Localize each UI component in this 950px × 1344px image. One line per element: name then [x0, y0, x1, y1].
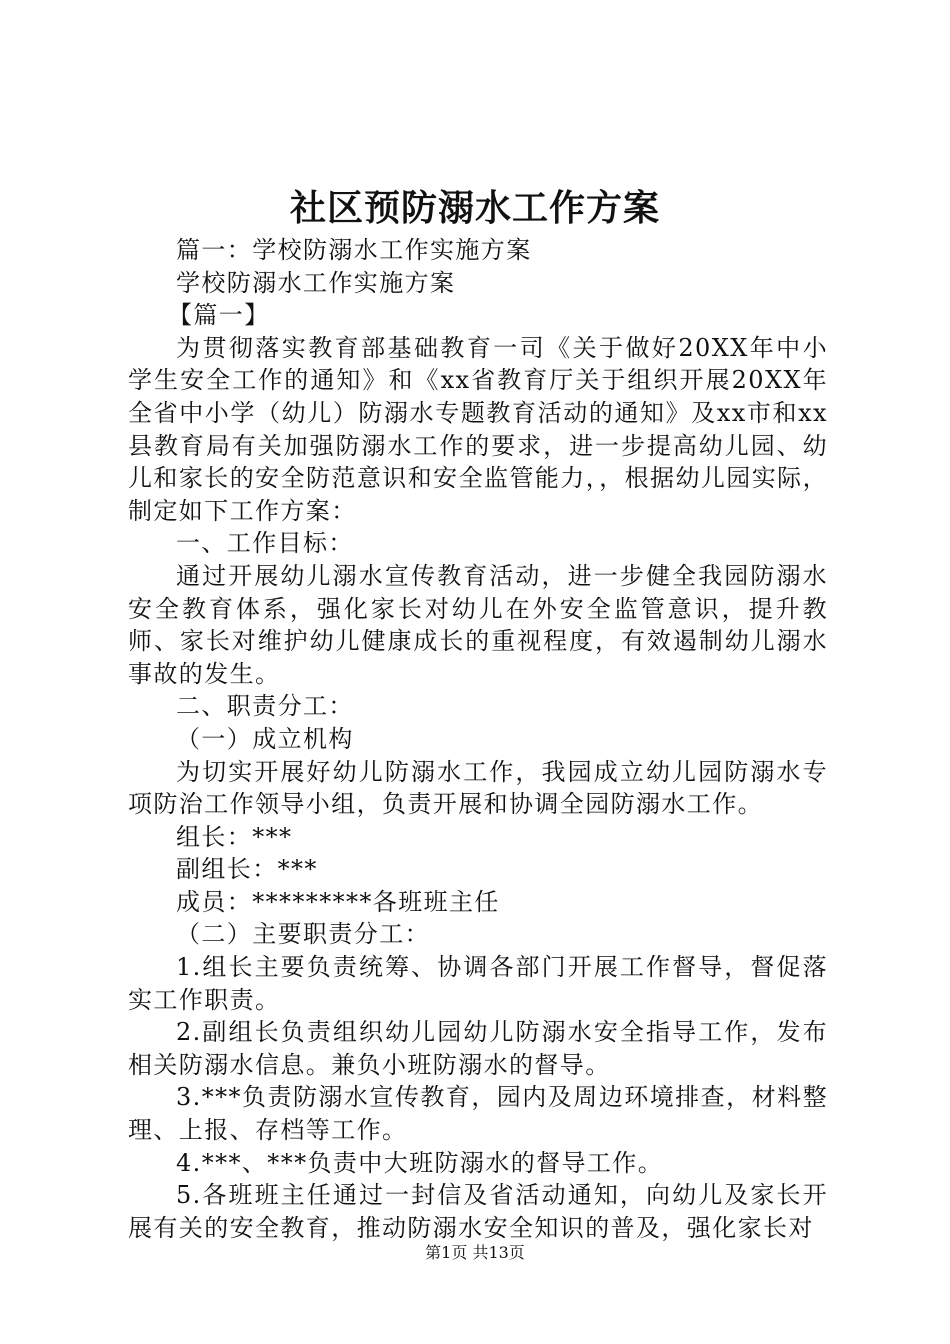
- paragraph-5: 一、工作目标：: [176, 529, 354, 558]
- paragraph-10: 组长：***: [176, 822, 293, 851]
- paragraph-18: 5.各班班主任通过一封信及省活动通知，向幼儿及家长开展有关的安全教育，推动防溺水安全知识的普及，强化家长对: [128, 1181, 828, 1242]
- paragraph-6: 通过开展幼儿溺水宣传教育活动，进一步健全我园防溺水安全教育体系，强化家长对幼儿在外安全监管意识，提升教师、家长对维护幼儿健康成长的重视程度，有效遏制幼儿溺水事故的发生。: [128, 561, 828, 688]
- paragraph-14: 1.组长主要负责统筹、协调各部门开展工作督导，督促落实工作职责。: [128, 953, 828, 1014]
- paragraph-12: 成员：*********各班班主任: [176, 887, 500, 916]
- document-title: 社区预防溺水工作方案: [289, 187, 660, 229]
- paragraph-17: 4.***、***负责中大班防溺水的督导工作。: [176, 1148, 664, 1177]
- paragraph-16: 3.***负责防溺水宣传教育，园内及周边环境排查，材料整理、上报、存档等工作。: [128, 1083, 828, 1145]
- paragraph-1: 篇一：学校防溺水工作实施方案: [176, 236, 532, 264]
- paragraph-11: 副组长：***: [176, 855, 318, 884]
- paragraph-15: 2.副组长负责组织幼儿园幼儿防溺水安全指导工作，发布相关防溺水信息。兼负小班防溺水的督导。: [128, 1018, 828, 1079]
- paragraph-7: 二、职责分工：: [176, 692, 354, 721]
- paragraph-2: 学校防溺水工作实施方案: [176, 268, 456, 297]
- page-footer: 第1页 共13页: [425, 1243, 525, 1262]
- document-body: [128, 234, 828, 1244]
- paragraph-13: （二）主要职责分工：: [176, 920, 430, 949]
- paragraph-3: 【篇一】: [168, 301, 270, 330]
- paragraph-8: （一）成立机构: [176, 724, 354, 753]
- paragraph-4: 为贯彻落实教育部基础教育一司《关于做好20XX年中小学生安全工作的通知》和《xx省教育厅关于组织开展20XX年全省中小学（幼儿）防溺水专题教育活动的通知》及xx市和xx县教育局有关加强防溺水工作的要求，进一步提高幼儿园、幼儿和家长的安全防范意识和安全监管能力，，根据幼儿园实际，制定如下工作方案：: [128, 333, 828, 525]
- paragraph-9: 为切实开展好幼儿防溺水工作，我园成立幼儿园防溺水专项防治工作领导小组，负责开展和协调全园防溺水工作。: [128, 757, 828, 819]
